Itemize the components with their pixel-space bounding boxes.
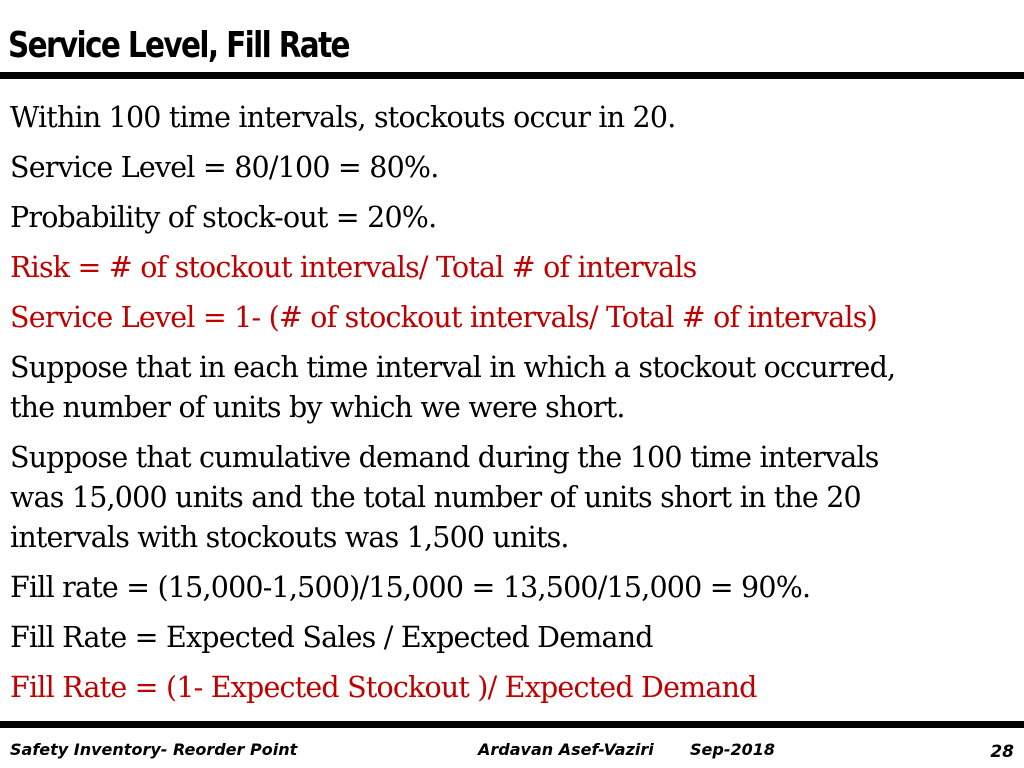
body-line-service-level-calc: Service Level = 80/100 = 80%. [10, 151, 439, 184]
body-line-intervals: Within 100 time intervals, stockouts occur in 20. [10, 101, 676, 134]
footer-course-title: Safety Inventory- Reorder Point [10, 740, 298, 759]
body-paragraph-cumulative-demand [10, 438, 1010, 558]
body-line-risk-formula: Risk = # of stockout intervals/ Total # of intervals [10, 251, 697, 284]
title-divider [0, 72, 1024, 79]
slide-title: Service Level, Fill Rate [8, 25, 349, 66]
body-paragraph-units-short-line-1: Suppose that in each time interval in which a stockout occurred, [10, 351, 896, 384]
footer-author: Ardavan Asef-Vaziri [478, 740, 654, 759]
slide-body [10, 98, 1010, 718]
body-line-stockout-probability: Probability of stock-out = 20%. [10, 201, 437, 234]
body-paragraph-units-short-line-2: the number of units by which we were short. [10, 391, 625, 424]
footer-divider [0, 721, 1024, 728]
body-paragraph-cumulative-demand-line-2: was 15,000 units and the total number of units short in the 20 [10, 481, 861, 514]
body-line-service-level-formula: Service Level = 1- (# of stockout intervals/ Total # of intervals) [10, 301, 877, 334]
footer-date: Sep-2018 [690, 740, 775, 759]
body-line-fill-rate-calc: Fill rate = (15,000-1,500)/15,000 = 13,500/15,000 = 90%. [10, 571, 811, 604]
body-line-fill-rate-formula: Fill Rate = (1- Expected Stockout )/ Expected Demand [10, 671, 757, 704]
body-paragraph-units-short [10, 348, 1010, 428]
body-paragraph-cumulative-demand-line-3: intervals with stockouts was 1,500 units. [10, 521, 569, 554]
body-paragraph-cumulative-demand-line-1: Suppose that cumulative demand during the 100 time intervals [10, 441, 879, 474]
page-number: 28 [990, 742, 1014, 762]
body-line-fill-rate-definition: Fill Rate = Expected Sales / Expected Demand [10, 621, 653, 654]
